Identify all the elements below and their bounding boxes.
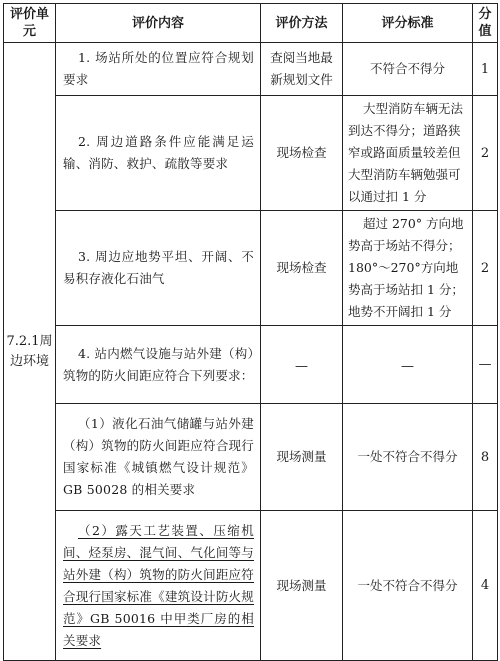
method-cell: 查阅当地最新规划文件: [261, 43, 343, 96]
table-row: [4, 211, 498, 326]
header-content: 评价内容: [56, 4, 261, 43]
section-label-text: 7.2.1周边环境: [6, 333, 53, 369]
score-cell: 2: [473, 211, 498, 326]
method-cell: 现场检查: [261, 96, 343, 211]
content-cell: 1. 场站所处的位置应符合规划要求: [56, 43, 261, 96]
content-cell: 3. 周边应地势平坦、开阔、不易积存液化石油气: [56, 211, 261, 326]
content-cell: （2）露天工艺装置、压缩机间、烃泵房、混气间、气化间等与站外建（构）筑物的防火间距应符合现行国家标准《建筑设计防火规范》GB 50016 中甲类厂房的相关要求: [56, 511, 261, 661]
score-cell: 1: [473, 43, 498, 96]
standard-cell: 超过 270° 方向地势高于场站不得分；180°～270°方向地势高于场站扣 1 分；地势不开阔扣 1 分: [343, 211, 473, 326]
header-method: 评价方法: [261, 4, 343, 43]
score-cell: 8: [473, 404, 498, 511]
score-cell: 4: [473, 511, 498, 661]
score-cell: 2: [473, 96, 498, 211]
method-cell: 现场测量: [261, 404, 343, 511]
table-row: [4, 96, 498, 211]
standard-cell: 不符合不得分: [343, 43, 473, 96]
standard-cell: —: [343, 326, 473, 404]
content-cell: 2. 周边道路条件应能满足运输、消防、救护、疏散等要求: [56, 96, 261, 211]
header-unit: 评价单元: [4, 4, 56, 43]
content-cell: （1）液化石油气储罐与站外建（构）筑物的防火间距应符合现行国家标准《城镇燃气设计规范》GB 50028 的相关要求: [56, 404, 261, 511]
standard-cell: 一处不符合不得分: [343, 404, 473, 511]
method-cell: 现场检查: [261, 211, 343, 326]
table-row: [4, 326, 498, 404]
standard-cell: 一处不符合不得分: [343, 511, 473, 661]
score-cell: —: [473, 326, 498, 404]
table-row: [4, 511, 498, 661]
header-score: 分值: [473, 4, 498, 43]
table-row: [4, 404, 498, 511]
method-cell: —: [261, 326, 343, 404]
header-row: [4, 4, 498, 43]
content-cell: 4. 站内燃气设施与站外建（构）筑物的防火间距应符合下列要求：: [56, 326, 261, 404]
table-row: [4, 43, 498, 96]
evaluation-table: [3, 3, 498, 661]
section-label: [4, 43, 56, 661]
standard-cell: 大型消防车辆无法到达不得分；道路狭窄或路面质量较差但大型消防车辆勉强可以通过扣 1 分: [343, 96, 473, 211]
method-cell: 现场测量: [261, 511, 343, 661]
header-standard: 评分标准: [343, 4, 473, 43]
